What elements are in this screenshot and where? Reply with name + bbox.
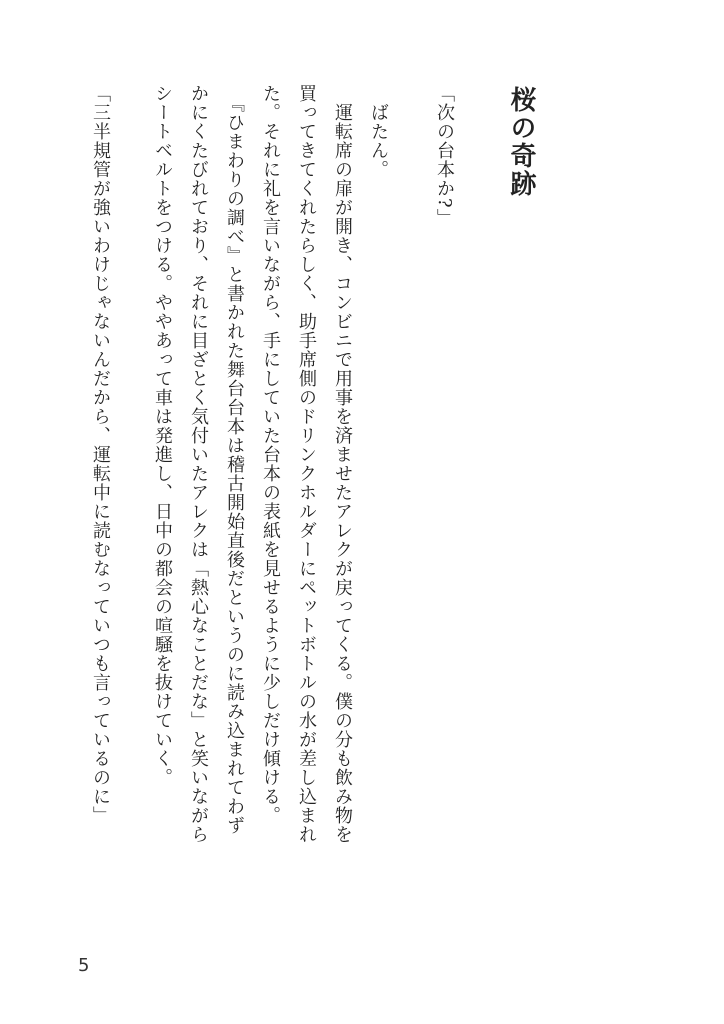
chapter-title: 桜の奇跡 xyxy=(506,86,536,198)
text-line-1: 「次の台本か?」 xyxy=(434,84,455,228)
page-number: 5 xyxy=(78,955,90,976)
text-line-5: た。それに礼を言いながら、手にしていた台本の表紙を見せるように少しだけ傾ける。 xyxy=(260,84,281,825)
text-line-7: かにくたびれており、それに目ざとく気付いたアレクは「熱心なことだな」と笑いながら xyxy=(188,84,209,844)
text-line-3: 運転席の扉が開き、コンビニで用事を済ませたアレクが戻ってくる。僕の分も飲み物を xyxy=(332,84,353,844)
text-line-4: 買ってきてくれたらしく、助手席側のドリンクホルダーにペットボトルの水が差し込まれ xyxy=(296,84,317,844)
text-line-8: シートベルトをつける。ややあって車は発進し、日中の都会の喧騒を抜けていく。 xyxy=(152,84,173,787)
text-line-6: 『ひまわりの調べ』と書かれた舞台台本は稽古開始直後だというのに読み込まれてわず xyxy=(224,84,245,835)
text-line-9: 「三半規管が強いわけじゃないんだから、運転中に読むなっていつも言っているのに」 xyxy=(90,84,111,825)
text-line-2: ばたん。 xyxy=(368,84,389,179)
